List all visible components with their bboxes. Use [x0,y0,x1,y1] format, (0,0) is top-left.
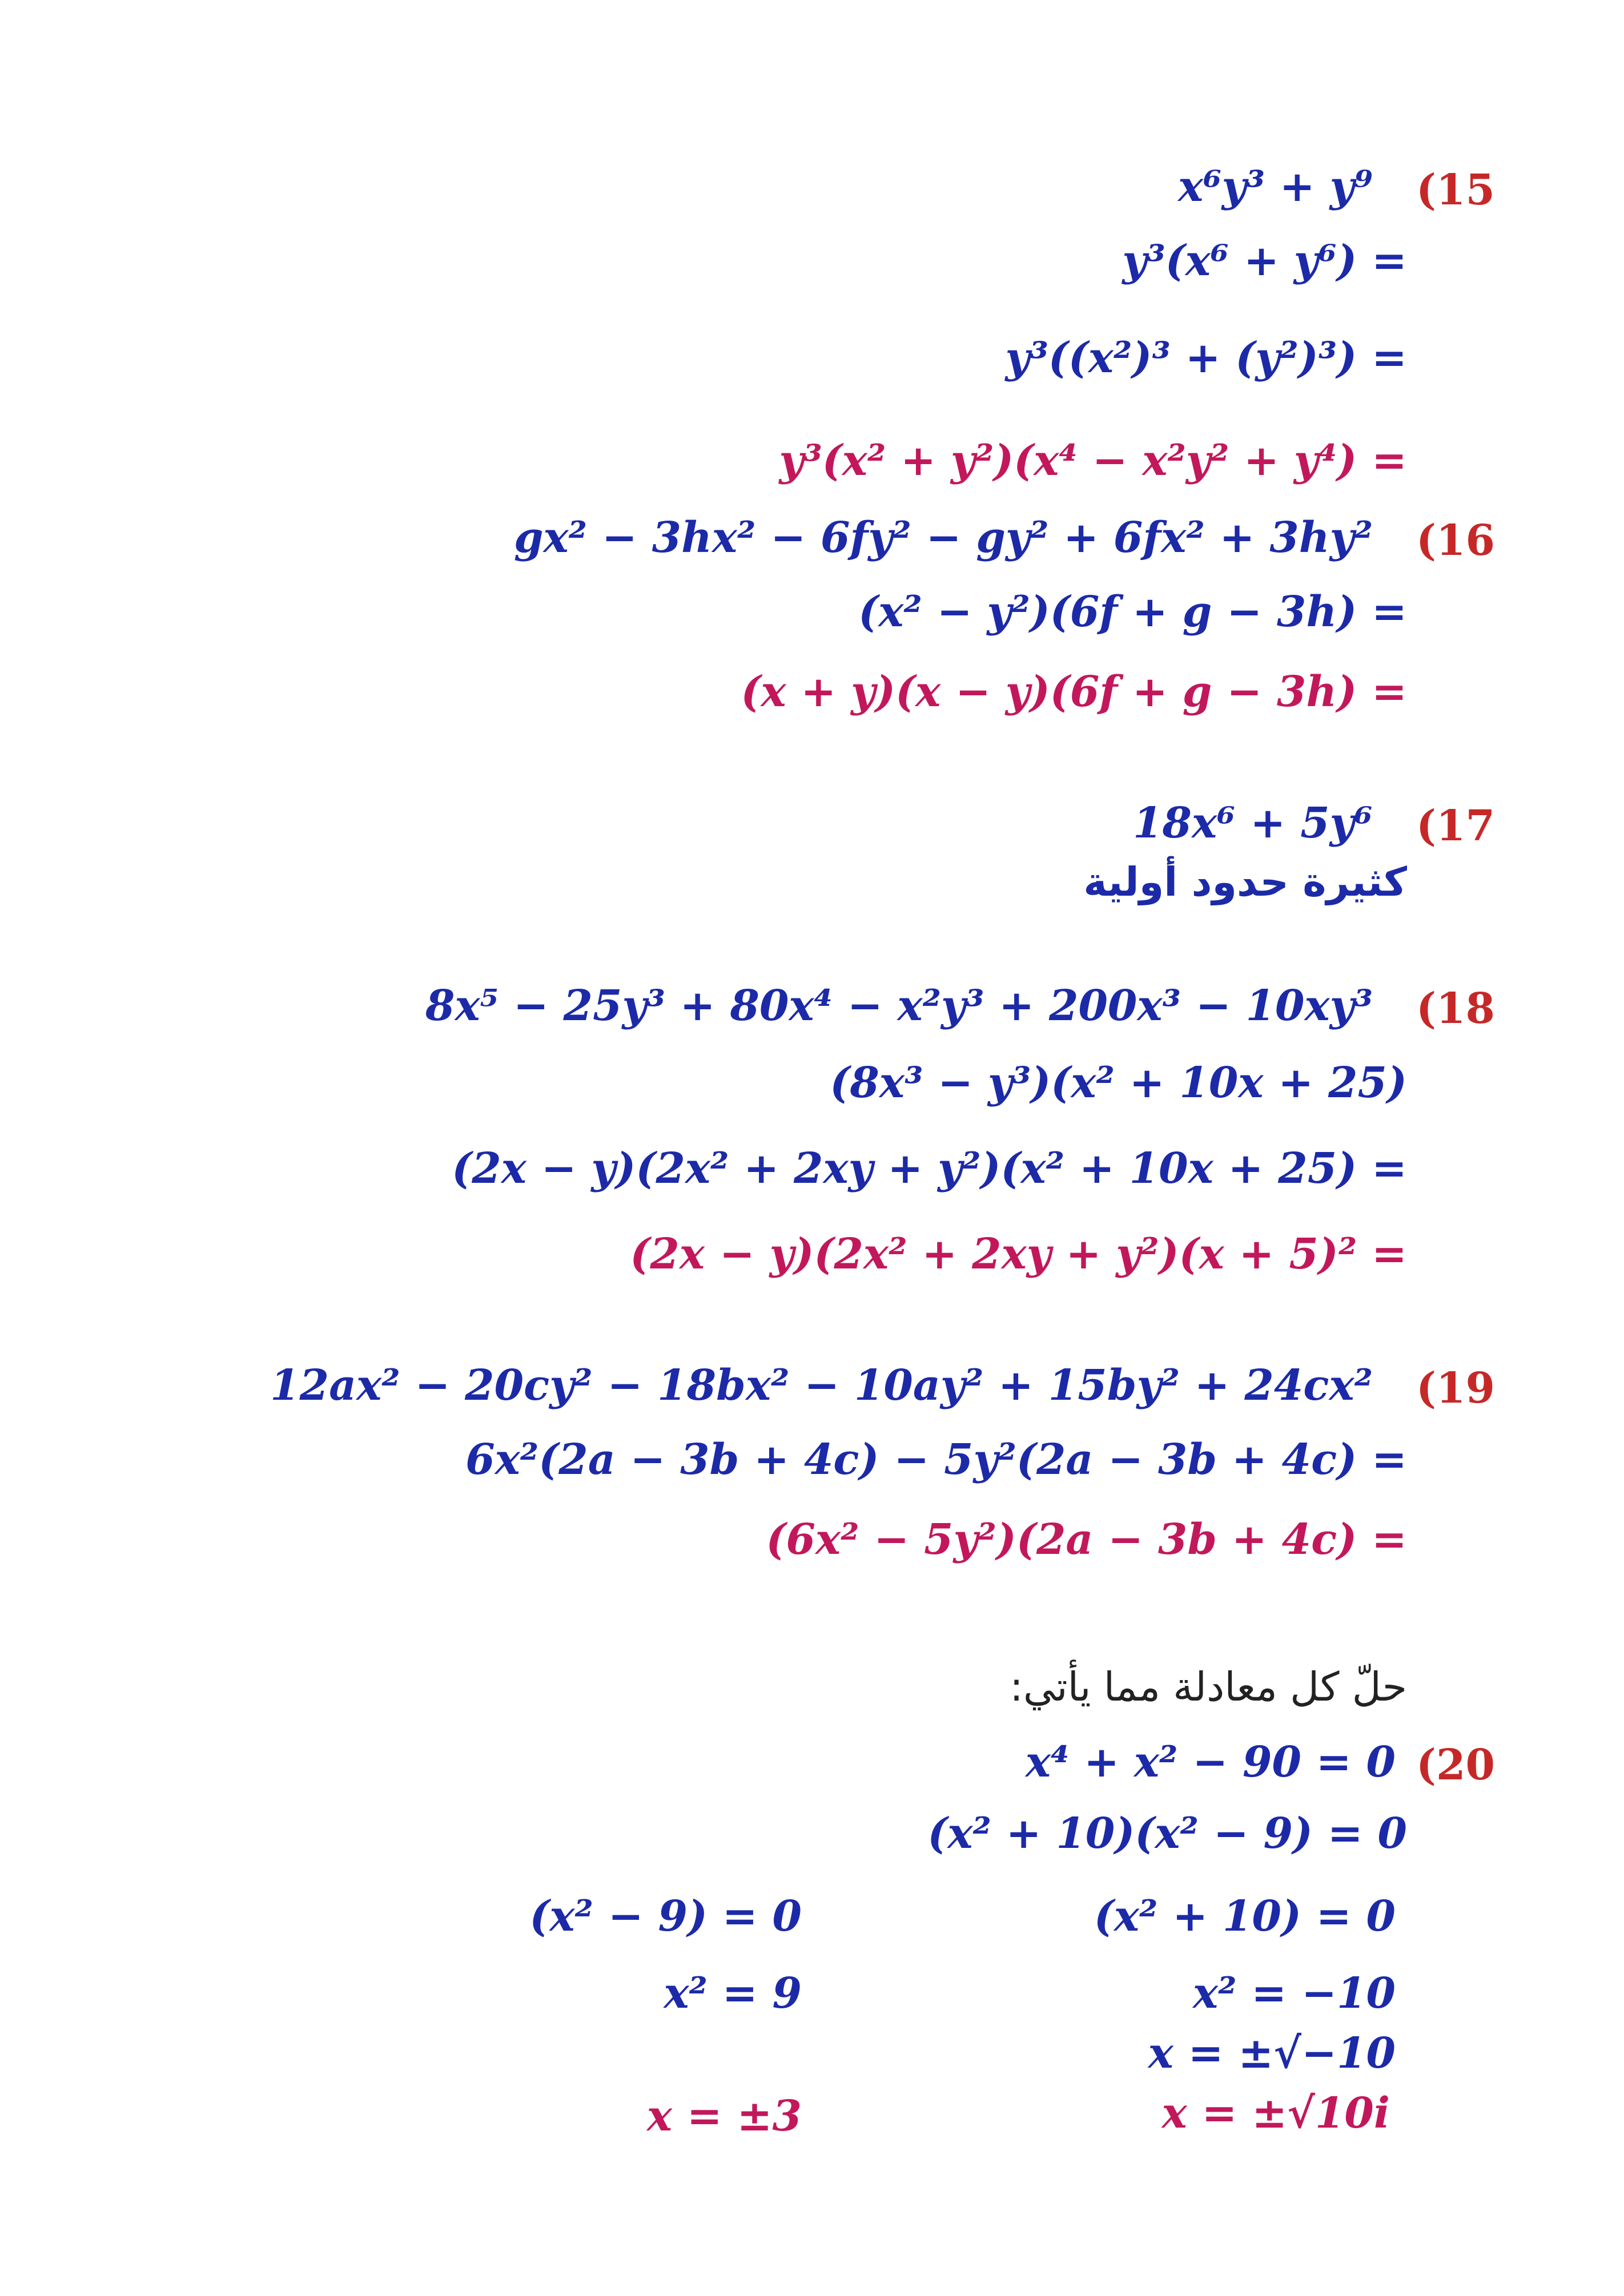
p20-left-step-2: x² = 9 [664,1969,802,2018]
problem-number-17: (17 [1416,801,1495,851]
problem-number-20: (20 [1416,1741,1495,1790]
p16-line-1: gx² − 3hx² − 6fy² − gy² + 6fx² + 3hy² [513,513,1373,562]
problem-number-15: (15 [1416,166,1495,215]
p17-note: كثيرة حدود أولية [1083,859,1407,905]
p19-line-3: (6x² − 5y²)(2a − 3b + 4c) = [766,1515,1407,1564]
p15-line-2: y³(x⁶ + y⁶) = [1122,236,1407,285]
p18-line-3: (2x − y)(2x² + 2xy + y²)(x² + 10x + 25) = [452,1144,1407,1193]
p18-line-4: (2x − y)(2x² + 2xy + y²)(x + 5)² = [630,1230,1407,1279]
p20-right-step-2: x² = −10 [1192,1969,1396,2018]
p20-line-1: x⁴ + x² − 90 = 0 [1025,1738,1396,1787]
p20-line-2: (x² + 10)(x² − 9) = 0 [927,1809,1407,1858]
problem-number-18: (18 [1416,984,1495,1033]
p19-line-1: 12ax² − 20cy² − 18bx² − 10ay² + 15by² + 24cx² [270,1361,1373,1410]
p18-line-1: 8x⁵ − 25y³ + 80x⁴ − x²y³ + 200x³ − 10xy³ [425,981,1373,1030]
solve-instruction: حلّ كل معادلة مما يأتي: [1010,1663,1407,1710]
p15-line-1: x⁶y³ + y⁹ [1178,162,1373,211]
p17-line-1: 18x⁶ + 5y⁶ [1133,799,1373,848]
p20-left-step-3: x = ±3 [646,2092,802,2141]
p16-line-2: (x² − y²)(6f + g − 3h) = [858,587,1407,637]
p19-line-2: 6x²(2a − 3b + 4c) − 5y²(2a − 3b + 4c) = [465,1435,1407,1484]
p15-line-4: y³(x² + y²)(x⁴ − x²y² + y⁴) = [779,436,1407,485]
p20-right-step-3: x = ±√−10 [1148,2029,1396,2078]
p18-line-2: (8x³ − y³)(x² + 10x + 25) [830,1058,1407,1107]
p16-line-3: (x + y)(x − y)(6f + g − 3h) = [741,667,1407,716]
p15-line-3: y³((x²)³ + (y²)³) = [1005,333,1407,382]
p20-right-step-4: x = ±√10i [1161,2089,1390,2138]
p20-right-step-1: (x² + 10) = 0 [1094,1892,1396,1941]
p20-left-step-1: (x² − 9) = 0 [529,1892,802,1941]
problem-number-19: (19 [1416,1364,1495,1413]
problem-number-16: (16 [1416,516,1495,565]
